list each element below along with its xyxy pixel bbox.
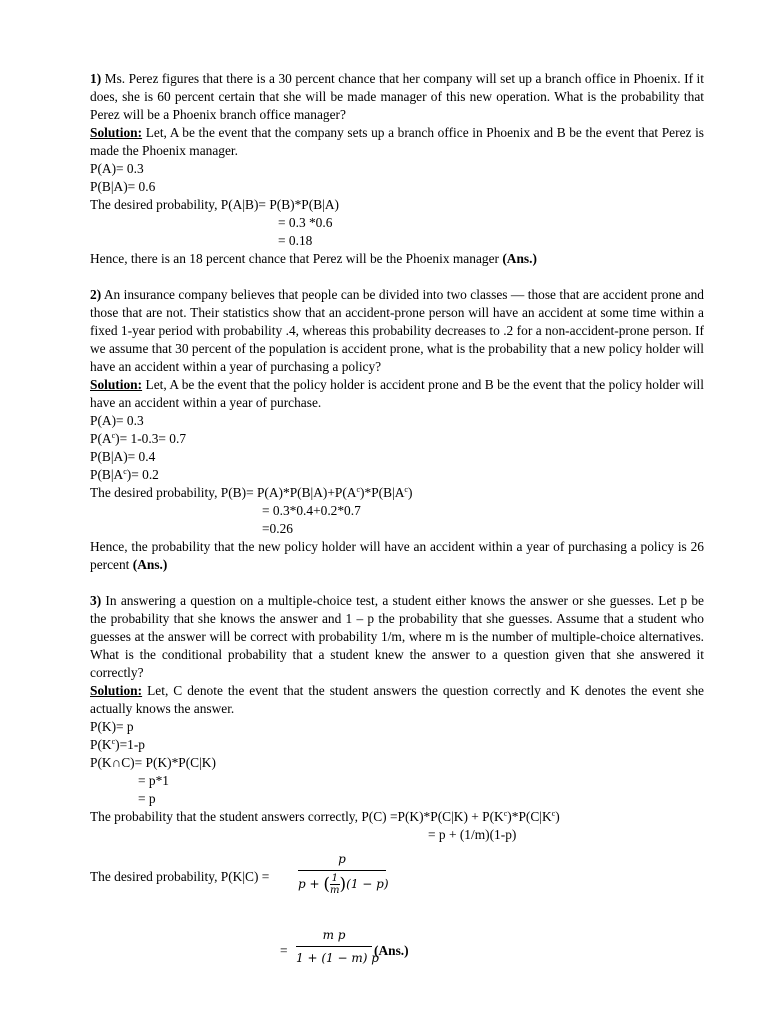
q3-correct-mid: )*P(C|K	[507, 809, 552, 824]
q2-pac-pre: P(A	[90, 431, 112, 446]
q3-pkc-sup: c	[111, 737, 116, 746]
q2-hence: Hence, the probability that the new policy holder will have an accident within a year of purchasing a policy is 26 percent	[90, 539, 704, 572]
q1-solution-label: Solution:	[90, 125, 143, 140]
q3-frac1-den-post: (1 − p)	[346, 877, 389, 891]
q2-step2: =0.26	[262, 521, 293, 536]
q2-pba: P(B|A)= 0.4	[90, 449, 156, 464]
document-page	[90, 70, 704, 982]
q2-step1: = 0.3*0.4+0.2*0.7	[262, 503, 361, 518]
q3-text: In answering a question on a multiple-choice test, a student either knows the answer or she guesses. Let p be the probability that she knows the answer and 1 – p the probability that she guesses. Assume that a student who guesses at the answer will be correct with probability 1/m, where m is the number of multiple-choice alternatives. What is the conditional probability that a student knew the answer to a question given that she answered it correctly?	[90, 593, 704, 680]
q1-desired: The desired probability, P(A|B)= P(B)*P(B|A)	[90, 197, 339, 212]
q2-ans: (Ans.)	[132, 557, 168, 572]
q3-final-row	[90, 926, 704, 982]
q3-solution-label: Solution:	[90, 683, 143, 698]
q3-ans: (Ans.)	[374, 943, 409, 958]
q2-question	[90, 286, 704, 376]
q2-solution-text: Let, A be the event that the policy holder is accident prone and B be the event that the policy holder will have an accident within a year of purchase.	[90, 377, 704, 410]
q2-number: 2)	[90, 287, 102, 302]
q1-step2: = 0.18	[278, 233, 313, 248]
q3-correct-sup1: c	[503, 809, 508, 818]
q3-small-fraction	[330, 873, 339, 896]
q3-correct-step: = p + (1/m)(1-p)	[428, 827, 517, 842]
q3-pkc-post: )=1-p	[115, 737, 146, 752]
paren-open: (	[323, 874, 331, 895]
q1-pa: P(A)= 0.3	[90, 161, 144, 176]
q3-pk: P(K)= p	[90, 719, 134, 734]
q3-pkc	[90, 736, 704, 754]
q3-desired-row	[90, 850, 704, 906]
q3-desired-label: The desired probability, P(K|C) =	[90, 869, 270, 884]
q3-equals: =	[280, 943, 288, 958]
q3-pkc-pre: P(K	[90, 737, 112, 752]
q2-pbac	[90, 466, 704, 484]
q3-number: 3)	[90, 593, 102, 608]
q1-step1: = 0.3 *0.6	[278, 215, 333, 230]
q2-pbac-post: )= 0.2	[126, 467, 159, 482]
q3-step2: = p	[138, 791, 156, 806]
q2-pa: P(A)= 0.3	[90, 413, 144, 428]
q3-frac1-den-pre: p +	[298, 877, 324, 891]
q2-desired-sup2: c	[404, 485, 408, 494]
q2-desired-pre: The desired probability, P(B)= P(A)*P(B|A)+P(A	[90, 485, 357, 500]
q2-solution-label: Solution:	[90, 377, 143, 392]
paren-close: )	[339, 874, 347, 895]
q2-solution	[90, 376, 704, 412]
q3-correct-sup2: c	[551, 809, 556, 818]
q3-small-num: 1	[331, 873, 338, 884]
q2-desired-post: )	[407, 485, 413, 500]
q3-frac2-numerator: m p	[322, 928, 346, 942]
q3-solution	[90, 682, 704, 718]
q2-pac-sup: c	[111, 431, 116, 440]
q3-solution-text: Let, C denote the event that the student answers the question correctly and K denotes the event she actually knows the answer.	[90, 683, 704, 716]
fraction-bar	[296, 946, 372, 947]
q2-pbac-sup: c	[123, 467, 127, 476]
q2-pac	[90, 430, 704, 448]
q2-desired-sup1: c	[356, 485, 361, 494]
q2-conclusion	[90, 538, 704, 574]
q3-pkc2: P(K∩C)= P(K)*P(C|K)	[90, 755, 216, 770]
q3-frac1-denominator	[298, 873, 389, 896]
q1-solution	[90, 124, 704, 160]
q2-pac-post: )= 1-0.3= 0.7	[115, 431, 187, 446]
q3-correct-post: )	[555, 809, 560, 824]
q1-ans: (Ans.)	[502, 251, 537, 266]
q1-question	[90, 70, 704, 124]
q2-desired-mid: )*P(B|A	[360, 485, 405, 500]
fraction-bar	[298, 870, 386, 871]
q1-pba: P(B|A)= 0.6	[90, 179, 156, 194]
q2-desired	[90, 484, 704, 502]
q1-conclusion	[90, 250, 704, 268]
q3-frac1-numerator: p	[338, 852, 346, 866]
q3-question	[90, 592, 704, 682]
q3-frac2-denominator: 1 + (1 − m) p	[296, 951, 379, 965]
q1-text: Ms. Perez figures that there is a 30 percent chance that her company will set up a branch office in Phoenix. If it does, she is 60 percent certain that she will be made manager of this new operation. What is the probability that Perez will be a Phoenix branch office manager?	[90, 71, 704, 122]
q1-number: 1)	[90, 71, 102, 86]
q3-step1: = p*1	[138, 773, 169, 788]
q2-pbac-pre: P(B|A	[90, 467, 124, 482]
q3-fraction-2	[296, 926, 379, 967]
q2-text: An insurance company believes that people can be divided into two classes — those that are accident prone and those that are not. Their statistics show that an accident-prone person will have an accident at some time within a fixed 1-year period with probability .4, whereas this probability decreases to .2 for a non-accident-prone person. If we assume that 30 percent of the population is accident prone, what is the probability that a new policy holder will have an accident within a year of purchasing a policy?	[90, 287, 704, 374]
q1-solution-text: Let, A be the event that the company sets up a branch office in Phoenix and B be the event that Perez is made the Phoenix manager.	[90, 125, 704, 158]
q3-fraction-1	[298, 850, 389, 896]
q1-hence: Hence, there is an 18 percent chance that Perez will be the Phoenix manager	[90, 251, 503, 266]
q3-correct-pre: The probability that the student answers correctly, P(C) =P(K)*P(C|K) + P(K	[90, 809, 504, 824]
q3-correct	[90, 808, 704, 826]
q3-small-den: m	[330, 885, 340, 896]
